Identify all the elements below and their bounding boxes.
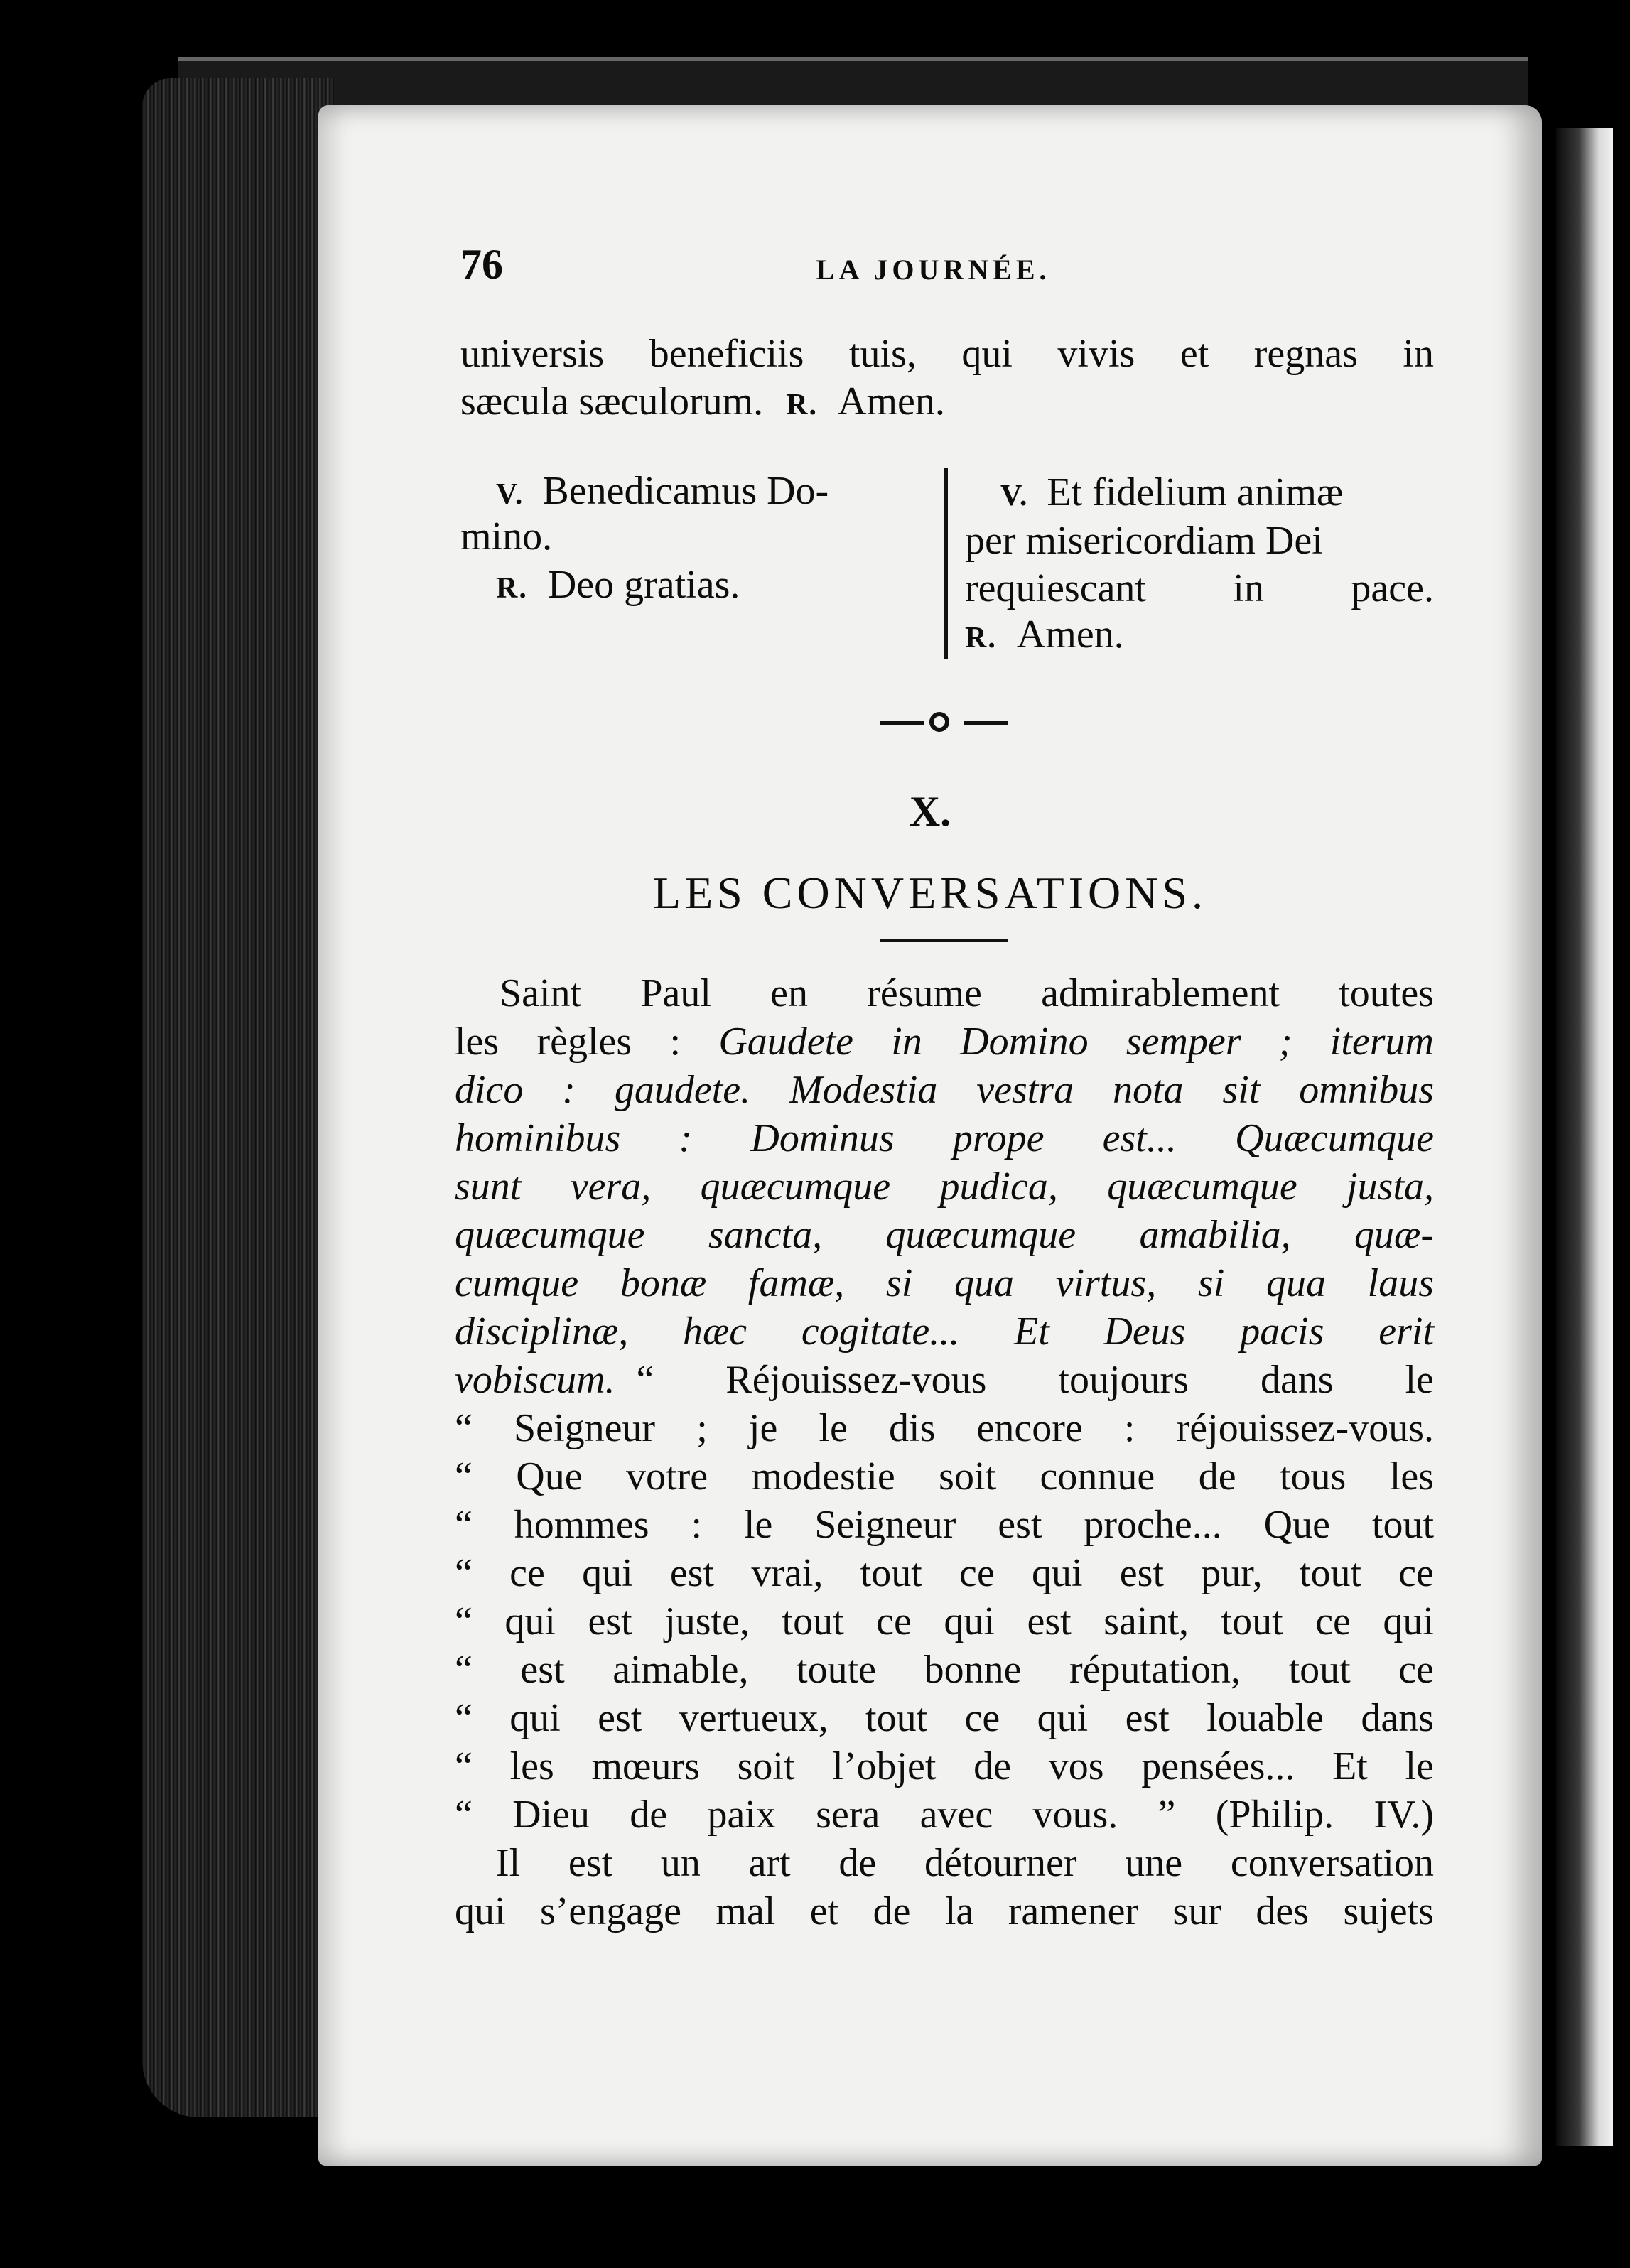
versicle-text: Benedicamus Do- bbox=[542, 469, 829, 513]
right-versicle-line-2: per misericordiam Dei bbox=[965, 519, 1323, 563]
prayer-line-2 bbox=[460, 377, 945, 430]
right-response-line bbox=[965, 610, 1124, 663]
title-rule bbox=[880, 939, 1008, 942]
body-line bbox=[455, 1017, 1434, 1066]
response-text: Amen. bbox=[1016, 612, 1124, 657]
running-head-title: LA JOURNÉE. bbox=[816, 254, 1051, 286]
body-line bbox=[455, 1355, 1434, 1405]
right-versicle-line-1 bbox=[1000, 468, 1343, 521]
response-text: Deo gratias. bbox=[547, 563, 740, 607]
response-marker: R. bbox=[496, 572, 528, 605]
prayer-line-1: universis beneficiis tuis, qui vivis et regnas in bbox=[460, 332, 1434, 376]
prayer-line-2-text: sæcula sæculorum. bbox=[460, 379, 764, 423]
section-ornament bbox=[880, 709, 1008, 738]
response-marker: R. bbox=[965, 622, 997, 654]
body-line-italic: Gaudete in Domino semper ; iterum bbox=[718, 1020, 1434, 1064]
body-line: “ qui est vertueux, tout ce qui est louable dans bbox=[455, 1696, 1434, 1740]
body-line: hominibus : Dominus prope est... Quæcumque bbox=[455, 1116, 1434, 1160]
body-line-roman: “ Réjouissez-vous toujours dans le bbox=[636, 1358, 1434, 1402]
section-title: LES CONVERSATIONS. bbox=[652, 868, 1208, 918]
right-versicle-line-3: requiescant in pace. bbox=[965, 566, 1434, 610]
body-line: Il est un art de détourner une conversation bbox=[496, 1841, 1434, 1885]
book-page bbox=[318, 105, 1542, 2166]
book-top-edge bbox=[178, 57, 1528, 111]
body-line: dico : gaudete. Modestia vestra nota sit omnibus bbox=[455, 1068, 1434, 1112]
versicle-marker: V. bbox=[496, 478, 524, 511]
body-line-italic: vobiscum. bbox=[455, 1358, 615, 1402]
facing-page-edge bbox=[1556, 128, 1613, 2146]
body-line: disciplinæ, hæc cogitate... Et Deus pacis erit bbox=[455, 1310, 1434, 1354]
body-line-roman: les règles : bbox=[455, 1020, 719, 1064]
page-number: 76 bbox=[460, 241, 503, 288]
book-page-edges bbox=[142, 78, 334, 2117]
left-response-line bbox=[496, 560, 740, 613]
body-line: sunt vera, quæcumque pudica, quæcumque justa, bbox=[455, 1165, 1434, 1209]
body-line: quæcumque sancta, quæcumque amabilia, quæ- bbox=[455, 1213, 1434, 1257]
body-line: “ ce qui est vrai, tout ce qui est pur, tout ce bbox=[455, 1551, 1434, 1595]
body-line: cumque bonæ famæ, si qua virtus, si qua laus bbox=[455, 1261, 1434, 1305]
body-line: qui s’engage mal et de la ramener sur des sujets bbox=[455, 1889, 1434, 1933]
body-line: “ est aimable, toute bonne réputation, tout ce bbox=[455, 1648, 1434, 1692]
body-line: “ Seigneur ; je le dis encore : réjouissez-vous. bbox=[455, 1406, 1434, 1450]
running-head bbox=[460, 240, 1455, 304]
section-number: X. bbox=[909, 788, 951, 835]
versicle-marker: V. bbox=[1000, 480, 1029, 512]
body-line: Saint Paul en résume admirablement toutes bbox=[500, 971, 1434, 1015]
left-versicle-line-2: mino. bbox=[460, 514, 553, 558]
body-line: “ Dieu de paix sera avec vous. ” (Philip. IV.) bbox=[455, 1793, 1434, 1837]
amen-text: Amen. bbox=[838, 379, 945, 423]
response-marker: R. bbox=[786, 389, 819, 421]
column-divider bbox=[944, 468, 948, 659]
body-line: “ les mœurs soit l’objet de vos pensées... Et le bbox=[455, 1744, 1434, 1788]
body-line: “ qui est juste, tout ce qui est saint, tout ce qui bbox=[455, 1599, 1434, 1643]
body-line: “ Que votre modestie soit connue de tous les bbox=[455, 1454, 1434, 1498]
body-line: “ hommes : le Seigneur est proche... Que tout bbox=[455, 1503, 1434, 1547]
versicle-text: Et fidelium animæ bbox=[1047, 470, 1344, 514]
